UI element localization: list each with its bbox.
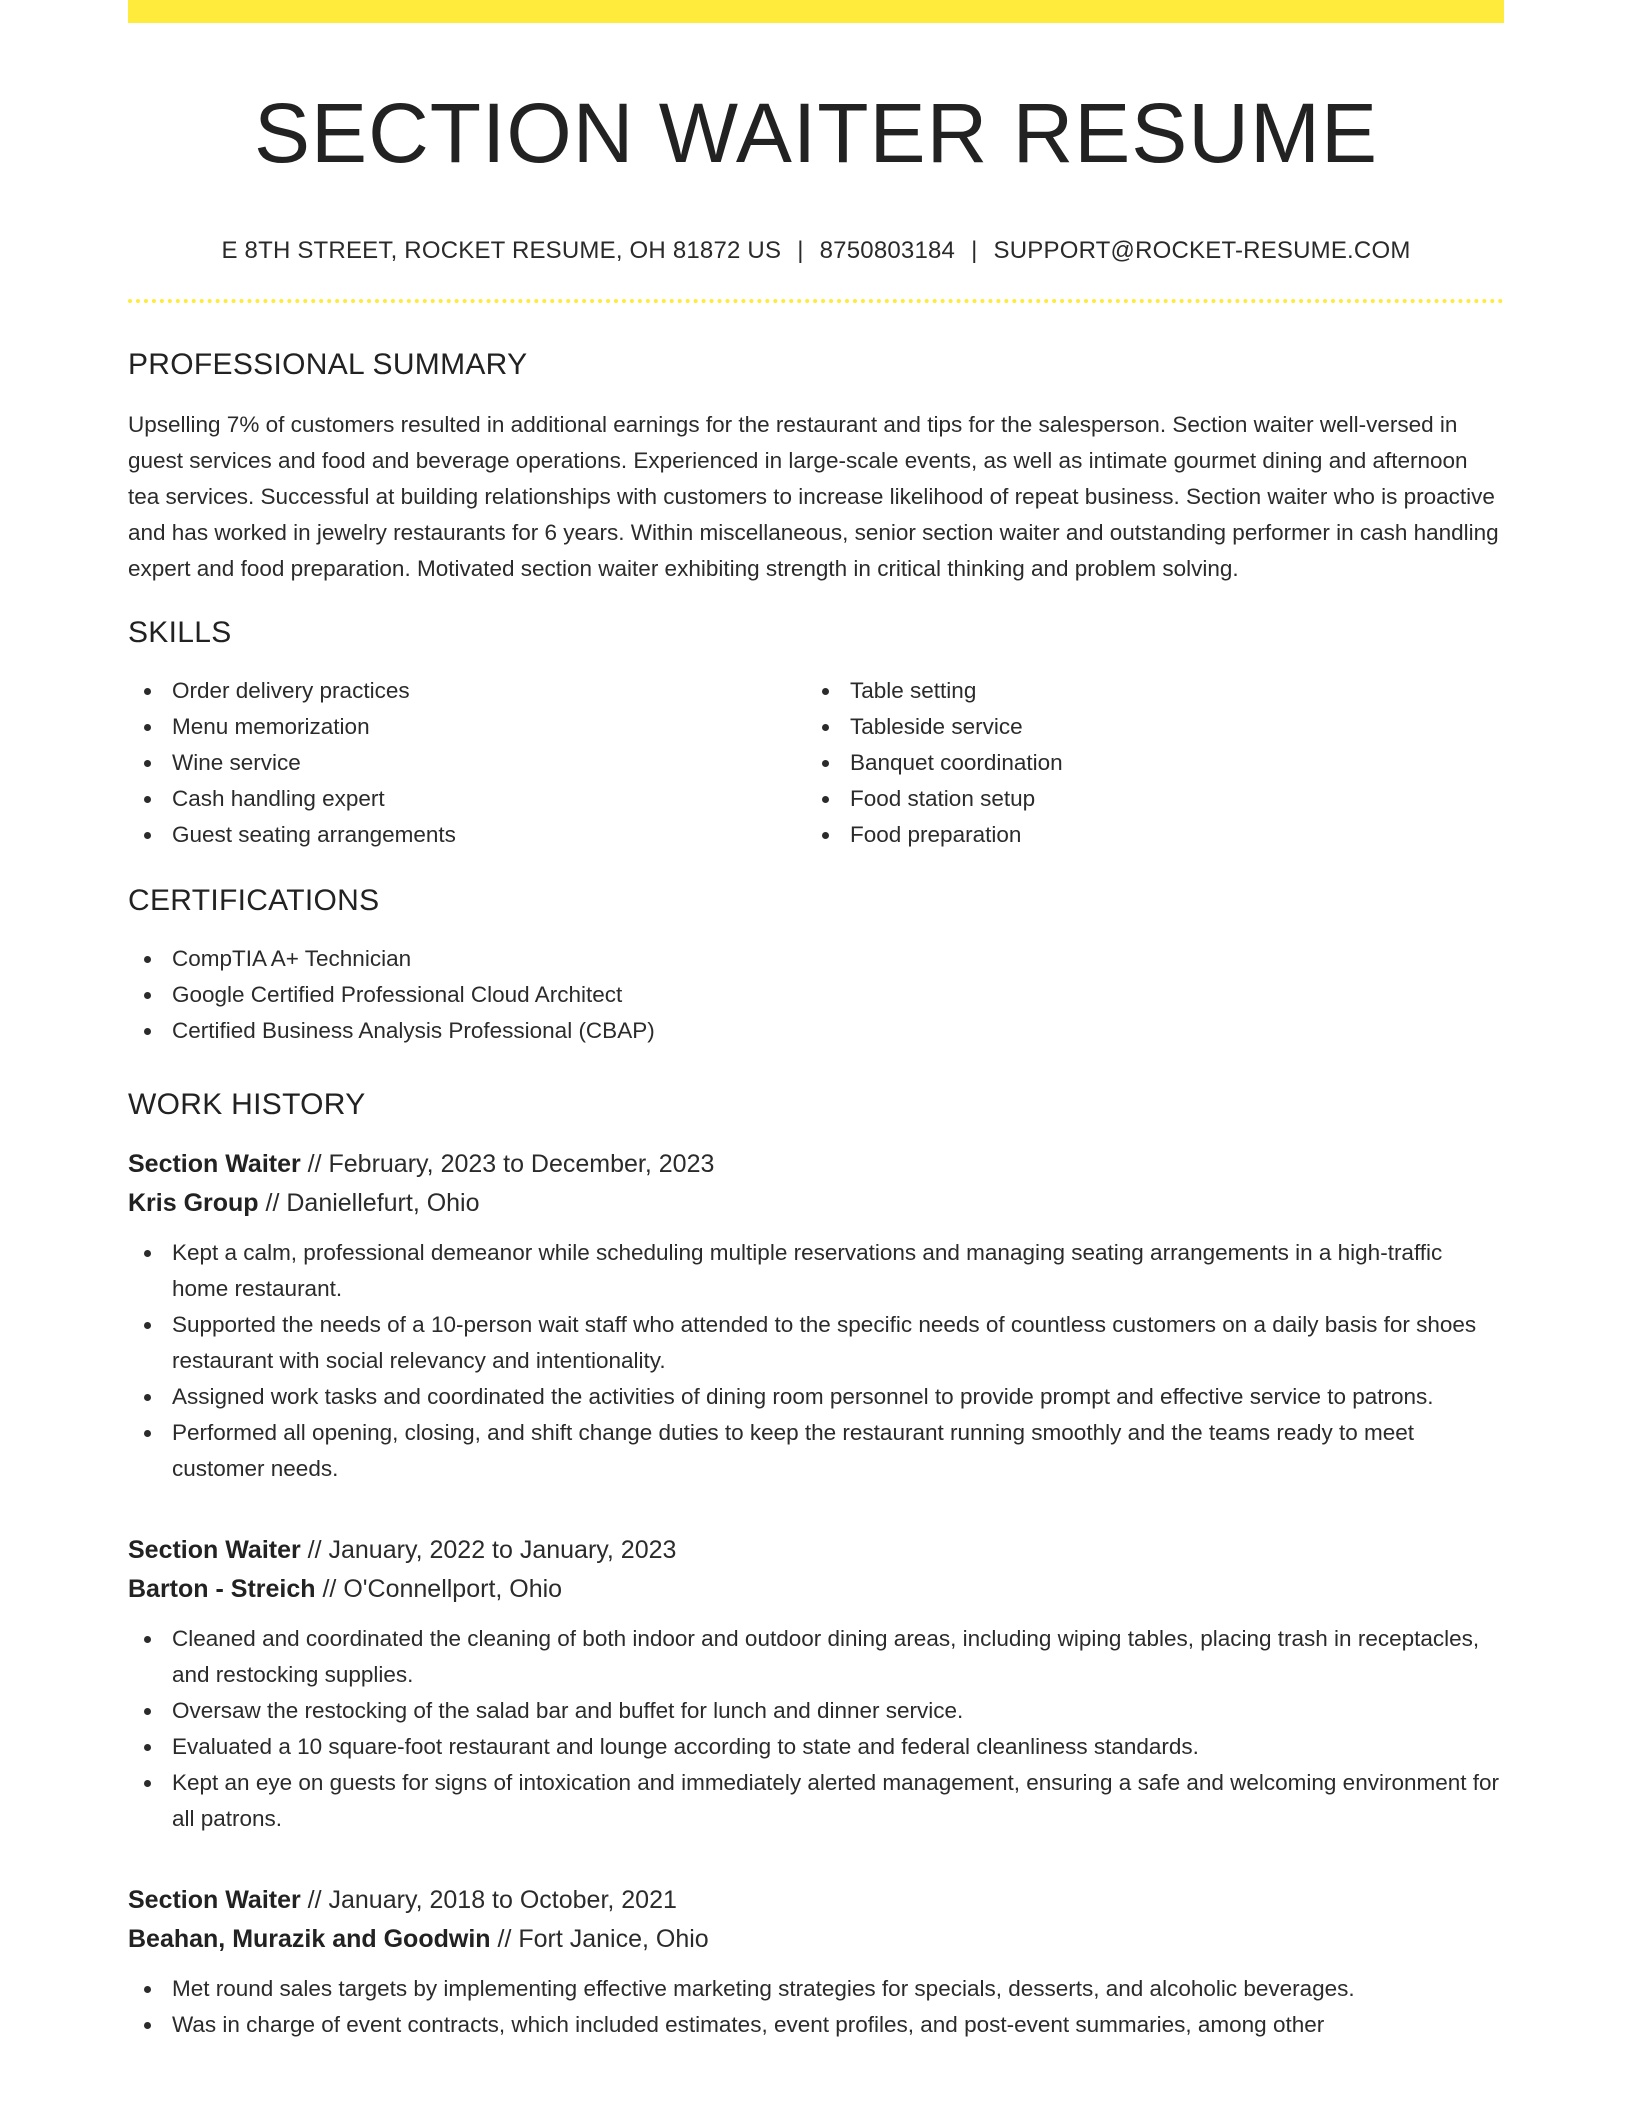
job-duty: Was in charge of event contracts, which included estimates, event profiles, and post-event summaries, among other bbox=[128, 2007, 1504, 2043]
skill-item: Wine service bbox=[128, 745, 806, 781]
job-duty: Cleaned and coordinated the cleaning of both indoor and outdoor dining areas, including wiping tables, placing trash in receptacles, and restocking supplies. bbox=[128, 1621, 1504, 1693]
job-role: Section Waiter bbox=[128, 1536, 301, 1564]
job-duty: Oversaw the restocking of the salad bar and buffet for lunch and dinner service. bbox=[128, 1693, 1504, 1729]
skills-column-right bbox=[806, 673, 1484, 853]
job-role: Section Waiter bbox=[128, 1886, 301, 1914]
job-duty: Kept a calm, professional demeanor while scheduling multiple reservations and managing seating arrangements in a high-traffic home restaurant. bbox=[128, 1235, 1504, 1307]
job-entry bbox=[128, 1531, 1504, 1837]
job-company: Barton - Streich bbox=[128, 1575, 316, 1603]
certifications-list bbox=[128, 941, 1504, 1049]
resume-page bbox=[128, 0, 1504, 2043]
job-location: // Fort Janice, Ohio bbox=[490, 1925, 709, 1953]
job-duties bbox=[128, 1971, 1504, 2043]
job-company-line bbox=[128, 1570, 1504, 1609]
divider bbox=[128, 299, 1504, 303]
job-role-line bbox=[128, 1531, 1504, 1570]
skill-item: Menu memorization bbox=[128, 709, 806, 745]
job-role-line bbox=[128, 1881, 1504, 1920]
skills-heading: SKILLS bbox=[128, 616, 232, 649]
address: E 8TH STREET, ROCKET RESUME, OH 81872 US bbox=[221, 237, 782, 264]
skill-item: Table setting bbox=[806, 673, 1484, 709]
job-duty: Kept an eye on guests for signs of intoxication and immediately alerted management, ensuring a safe and welcoming environment for all patrons. bbox=[128, 1765, 1504, 1837]
job-role: Section Waiter bbox=[128, 1150, 301, 1178]
skill-item: Order delivery practices bbox=[128, 673, 806, 709]
contact-line bbox=[128, 235, 1504, 267]
certifications-heading: CERTIFICATIONS bbox=[128, 884, 380, 917]
skill-item: Food preparation bbox=[806, 817, 1484, 853]
job-role-line bbox=[128, 1145, 1504, 1184]
email: SUPPORT@ROCKET-RESUME.COM bbox=[993, 237, 1411, 264]
job-duty: Met round sales targets by implementing effective marketing strategies for specials, desserts, and alcoholic beverages. bbox=[128, 1971, 1504, 2007]
job-company-line bbox=[128, 1920, 1504, 1959]
accent-bar bbox=[128, 0, 1504, 23]
certification-item: Certified Business Analysis Professional (CBAP) bbox=[128, 1013, 1504, 1049]
job-duty: Assigned work tasks and coordinated the activities of dining room personnel to provide prompt and effective service to patrons. bbox=[128, 1379, 1504, 1415]
resume-title: SECTION WAITER RESUME bbox=[254, 86, 1378, 180]
job-dates: // January, 2018 to October, 2021 bbox=[300, 1886, 677, 1914]
certification-item: Google Certified Professional Cloud Architect bbox=[128, 977, 1504, 1013]
summary-heading: PROFESSIONAL SUMMARY bbox=[128, 348, 528, 381]
job-entry bbox=[128, 1145, 1504, 1487]
job-location: // Daniellefurt, Ohio bbox=[258, 1189, 480, 1217]
phone: 8750803184 bbox=[819, 237, 956, 264]
job-dates: // February, 2023 to December, 2023 bbox=[300, 1150, 715, 1178]
skill-item: Banquet coordination bbox=[806, 745, 1484, 781]
certification-item: CompTIA A+ Technician bbox=[128, 941, 1504, 977]
skill-item: Food station setup bbox=[806, 781, 1484, 817]
separator: | bbox=[971, 237, 978, 264]
job-company: Beahan, Murazik and Goodwin bbox=[128, 1925, 491, 1953]
work-history-heading: WORK HISTORY bbox=[128, 1088, 366, 1121]
separator: | bbox=[797, 237, 804, 264]
job-duty: Supported the needs of a 10-person wait staff who attended to the specific needs of countless customers on a daily basis for shoes restaurant with social relevancy and intentionality. bbox=[128, 1307, 1504, 1379]
summary-text: Upselling 7% of customers resulted in additional earnings for the restaurant and tips for the salesperson. Section waiter well-versed in guest services and food and beverage operations. Experienced in large-scale events, as well as intimate gourmet dining and afternoon tea services. Successful at building relationships with customers to increase likelihood of repeat business. Section waiter who is proactive and has worked in jewelry restaurants for 6 years. Within miscellaneous, senior section waiter and outstanding performer in cash handling expert and food preparation. Motivated section waiter exhibiting strength in critical thinking and problem solving. bbox=[128, 412, 1499, 581]
job-company-line bbox=[128, 1184, 1504, 1223]
skill-item: Cash handling expert bbox=[128, 781, 806, 817]
job-location: // O'Connellport, Ohio bbox=[315, 1575, 563, 1603]
skill-item: Tableside service bbox=[806, 709, 1484, 745]
job-duty: Evaluated a 10 square-foot restaurant and lounge according to state and federal cleanliness standards. bbox=[128, 1729, 1504, 1765]
skills-column-left bbox=[128, 673, 806, 853]
job-duties bbox=[128, 1235, 1504, 1487]
job-dates: // January, 2022 to January, 2023 bbox=[300, 1536, 677, 1564]
job-duties bbox=[128, 1621, 1504, 1837]
job-company: Kris Group bbox=[128, 1189, 259, 1217]
job-entry bbox=[128, 1881, 1504, 2043]
job-duty: Performed all opening, closing, and shift change duties to keep the restaurant running smoothly and the teams ready to meet customer needs. bbox=[128, 1415, 1504, 1487]
skills-list bbox=[128, 673, 1504, 853]
skill-item: Guest seating arrangements bbox=[128, 817, 806, 853]
